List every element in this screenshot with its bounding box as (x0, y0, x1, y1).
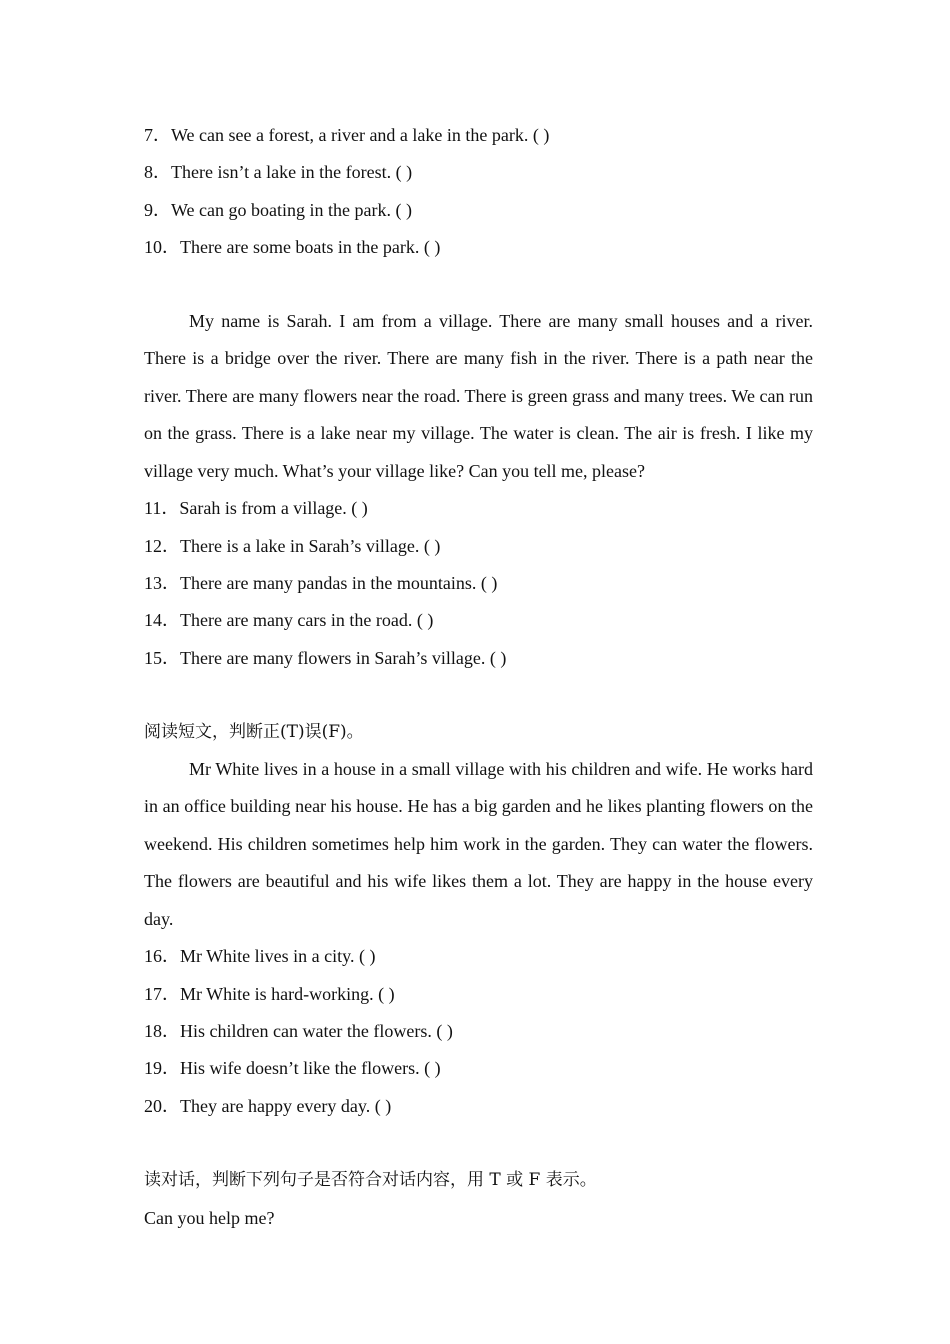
question-11: 11．Sarah is from a village. ( ) (144, 498, 368, 518)
mr-white-passage-text: Mr White lives in a house in a small village with his children and wife. He works hard in an office building near his house. He has a big garden and he likes planting flowers on the weekend. His children sometimes help him work in the garden. They can water the flowers. The flowers are beautiful and his wife likes them a lot. They are happy in the house every day. (144, 759, 813, 929)
question-7: 7．We can see a forest, a river and a lake in the park. ( ) (144, 125, 550, 145)
question-12: 12．There is a lake in Sarah’s village. ( ) (144, 536, 441, 556)
section4-instruction: 读对话，判断下列句子是否符合对话内容，用 T 或 F 表示。 (144, 1170, 597, 1190)
dialogue-title: Can you help me? (144, 1208, 275, 1228)
section3-instruction: 阅读短文，判断正(T)误(F)。 (144, 722, 364, 742)
sarah-passage-text: My name is Sarah. I am from a village. There are many small houses and a river. There is a bridge over the river. There are many fish in the river. There is a path near the river. There are many flowers near the road. There is green grass and many trees. We can run on the grass. There is a lake near my village. The water is clean. The air is fresh. I like my village very much. What’s your village like? Can you tell me, please? (144, 311, 813, 481)
sarah-passage (144, 303, 813, 490)
mr-white-passage (144, 751, 813, 938)
question-19: 19．His wife doesn’t like the flowers. ( ) (144, 1058, 441, 1078)
question-13: 13．There are many pandas in the mountains. ( ) (144, 573, 498, 593)
question-10: 10．There are some boats in the park. ( ) (144, 237, 441, 257)
question-8: 8．There isn’t a lake in the forest. ( ) (144, 162, 413, 182)
question-18: 18．His children can water the flowers. ( ) (144, 1021, 453, 1041)
question-16: 16．Mr White lives in a city. ( ) (144, 946, 376, 966)
question-20: 20．They are happy every day. ( ) (144, 1096, 392, 1116)
question-15: 15．There are many flowers in Sarah’s village. ( ) (144, 648, 507, 668)
question-9: 9．We can go boating in the park. ( ) (144, 200, 412, 220)
question-14: 14．There are many cars in the road. ( ) (144, 610, 434, 630)
question-17: 17．Mr White is hard-working. ( ) (144, 984, 395, 1004)
